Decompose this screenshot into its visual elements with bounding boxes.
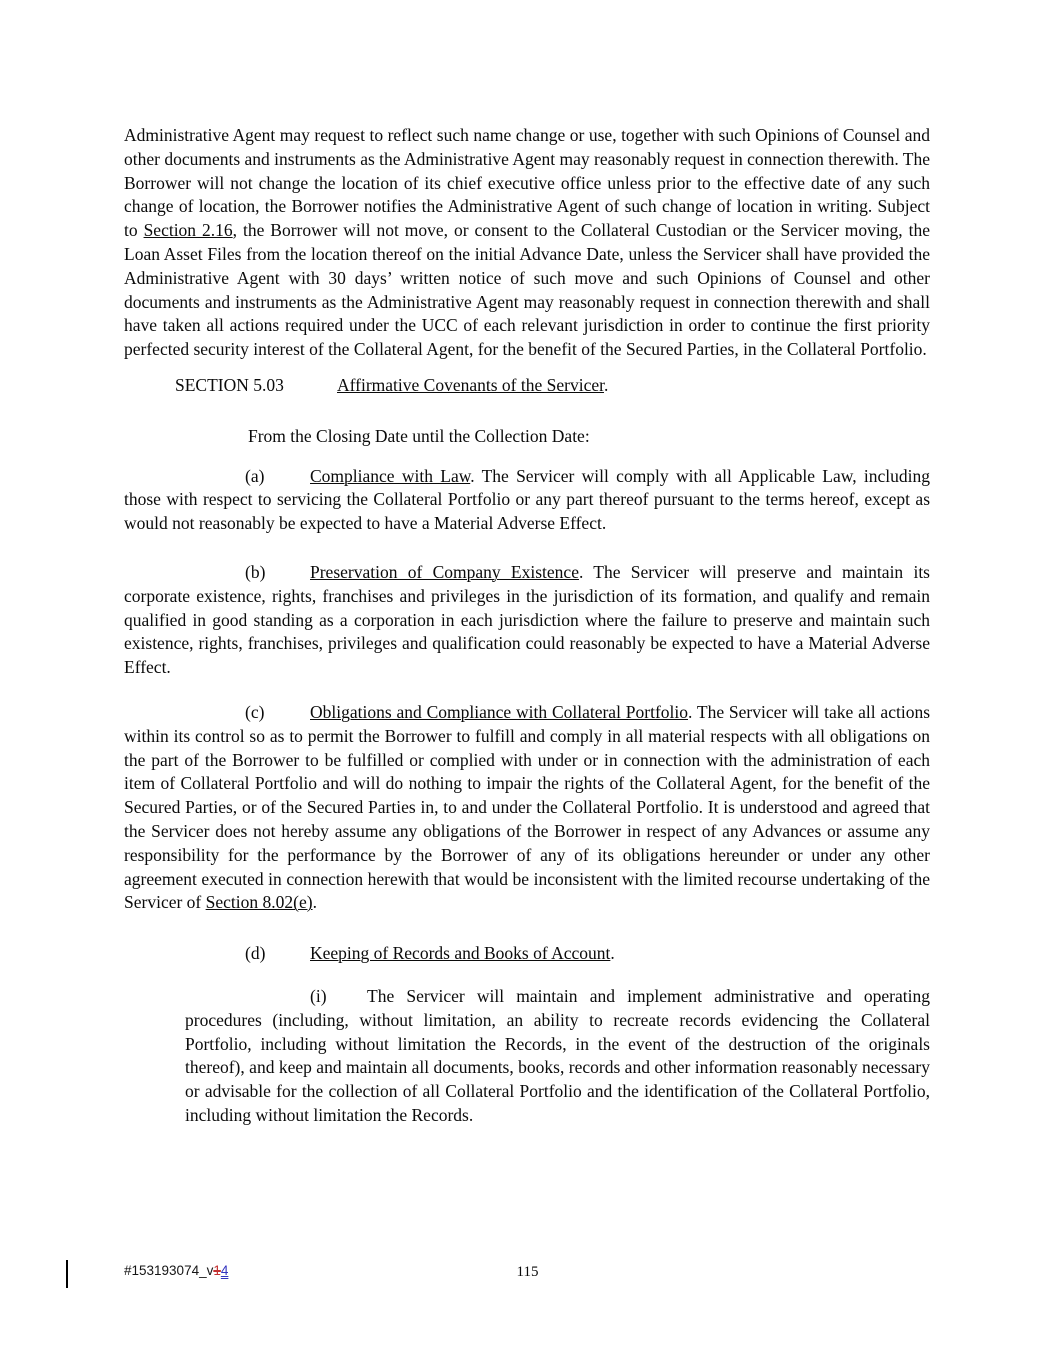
paragraph-text: Administrative Agent may request to reflect such name change or use, together with such Opinions of Counsel and other documents and instruments as the Administrative Agent may reasonably request in connection therewith. The Borrower will not change the location of its chief executive office unless prior to the effective date of any such change of location, the Borrower notifies the Administrative Agent of such change of location in writing. Subject to xyxy=(124,125,930,241)
section-title: Affirmative Covenants of the Servicer xyxy=(337,374,604,395)
paragraph-text: , the Borrower will not move, or consent to the Collateral Custodian or the Servicer moving, the Loan Asset Files from the location thereof on the initial Advance Date, unless the Servicer shall have provided the Administrative Agent with 30 days’ written notice of such move and such Opinions of Counsel and other documents and instruments as the Administrative Agent may reasonably request in connection therewith and shall have taken all actions required under the UCC of each relevant jurisdiction in order to continue the first priority perfected security interest of the Collateral Agent, for the benefit of the Secured Parties, in the Collateral Portfolio. xyxy=(124,220,930,360)
item-c-heading: Obligations and Compliance with Collateral Portfolio xyxy=(310,701,688,722)
section-title-period: . xyxy=(603,374,609,395)
section-2-16-reference: Section 2.16 xyxy=(143,220,233,241)
item-b xyxy=(124,561,930,680)
item-a-heading: Compliance with Law xyxy=(310,465,471,486)
item-d-label: (d) xyxy=(245,943,266,964)
item-d-i-text: The Servicer will maintain and implement administrative and operating procedures (including, without limitation, an ability to recreate records evidencing the Collateral Portfolio, including without limitation the Records, in the event of the destruction of the originals thereof), and keep and maintain all documents, books, records and other information reasonably necessary or advisable for the collection of all Collateral Portfolio and the identification of the Collateral Portfolio, including without limitation the Records. xyxy=(185,985,930,1125)
item-c-text: . The Servicer will take all actions within its control so as to permit the Borrower to fulfill and comply in all material respects with all obligations on the part of the Borrower to be fulfilled or complied with under or in connection with the administration of each item of Collateral Portfolio and will do nothing to impair the rights of the Collateral Agent, for the benefit of the Secured Parties, or of the Secured Parties in, to and under the Collateral Portfolio. It is understood and agreed that the Servicer does not hereby assume any obligations of the Borrower in respect of any Advances or assume any responsibility for the performance by the Borrower of any of its obligations hereunder or under any other agreement executed in connection herewith that would be inconsistent with the limited recourse undertaking of the Servicer of xyxy=(124,701,931,913)
item-c-text-tail: . xyxy=(312,892,317,913)
item-d-i xyxy=(185,985,930,1128)
item-b-text: . The Servicer will preserve and maintain its corporate existence, rights, franchises and privileges in the jurisdiction of its formation, and qualify and remain qualified in good standing as a corporation in each jurisdiction where the failure to preserve and maintain such existence, rights, franchises, privileges and qualification could reasonably be expected to have a Material Adverse Effect. xyxy=(124,561,930,678)
item-a-text: . The Servicer will comply with all Applicable Law, including those with respect to servicing the Collateral Portfolio or any part thereof pursuant to the terms hereof, except as would not reasonably be expected to have a Material Adverse Effect. xyxy=(124,465,930,534)
section-8-02e-reference: Section 8.02(e) xyxy=(205,892,313,913)
item-d-i-label: (i) xyxy=(310,985,327,1006)
item-d-period: . xyxy=(610,943,615,964)
paragraph-continuation xyxy=(124,124,930,362)
page-body xyxy=(124,124,930,1128)
item-c-label: (c) xyxy=(245,701,265,722)
doc-id-inserted-text: 4 xyxy=(220,1263,229,1278)
section-number: SECTION 5.03 xyxy=(175,374,284,395)
item-a xyxy=(124,465,930,536)
doc-id-deleted-text: 1 xyxy=(213,1263,221,1278)
doc-id-prefix: #153193074_v xyxy=(124,1263,214,1278)
item-d-heading: Keeping of Records and Books of Account xyxy=(310,943,611,964)
item-b-heading: Preservation of Company Existence xyxy=(310,561,579,582)
page-number: 115 xyxy=(516,1264,539,1280)
section-5-03-heading xyxy=(124,374,930,398)
item-c xyxy=(124,701,930,915)
item-a-label: (a) xyxy=(245,465,265,486)
item-d xyxy=(124,942,930,966)
paragraph-intro: From the Closing Date until the Collection Date: xyxy=(248,425,590,446)
item-b-label: (b) xyxy=(245,561,266,582)
